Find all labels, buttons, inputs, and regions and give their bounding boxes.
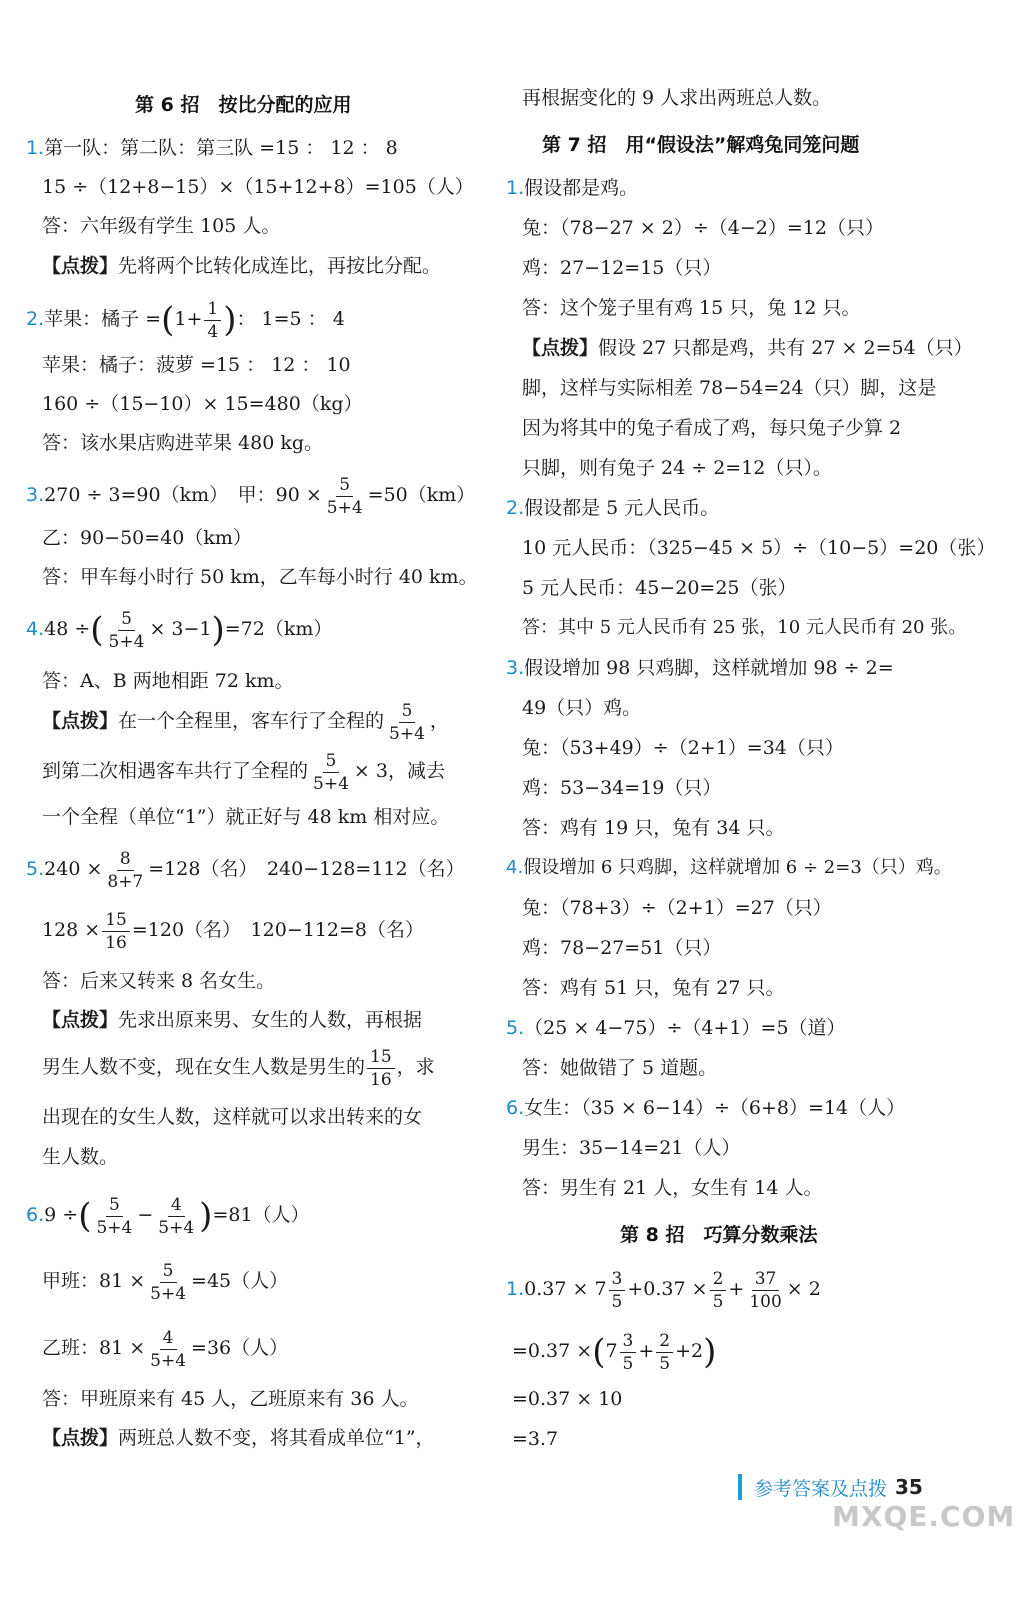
tip-text: 先求出原来男、女生的人数，再根据 [118,1009,423,1031]
r-q1-tip-4: 只脚，则有兔子 24 ÷ 2=12（只）。 [522,457,832,479]
s8-text: =0.37 × [512,1340,593,1362]
q5-tip-3: 出现在的女生人数，这样就可以求出转来的女 [42,1106,423,1128]
fraction: $\frac{5}{5+4}$ [326,474,363,518]
s8-text: + [638,1340,655,1362]
tip-label: 【点拨】 [522,337,599,359]
q3-text: =50（km） [367,484,476,506]
tip-text: 男生人数不变，现在女生人数是男生的 [42,1056,366,1078]
r-q1-line-1 [506,176,638,200]
left-paren: ( [592,1332,606,1372]
question-number: 5. [26,858,45,880]
r-q5-answer: 答：她做错了 5 道题。 [522,1057,718,1079]
right-paren: ) [211,610,225,650]
watermark: MXQE.COM [832,1500,1016,1533]
left-paren: ( [78,1196,92,1236]
r-q4-line-2: 兔：（78+3）÷（2+1）=27（只） [522,897,832,919]
r-q2-line-3: 5 元人民币：45−20=25（张） [522,577,797,599]
right-paren: ) [223,300,237,340]
r-q1-text: 假设都是鸡。 [524,177,639,199]
fraction: $\frac{5}{5+4}$ [96,1194,133,1238]
continued-tip: 再根据变化的 9 人求出两班总人数。 [522,87,832,109]
question-number: 6. [506,1097,525,1119]
fraction: $\frac{4}{5+4}$ [158,1194,195,1238]
q4-text: =72（km） [224,618,333,640]
question-number: 3. [26,484,45,506]
right-paren: ) [703,1332,717,1372]
r-q2-line-1 [506,496,719,520]
q6-text: 9 ÷ [44,1204,79,1226]
q5-text: =128（名） 240−128=112（名） [148,858,465,880]
r-q1-tip-1 [522,336,973,360]
q2-text: ： 1=5 ： 4 [236,308,345,330]
s8-text: + [728,1278,745,1300]
tip-text: 两班总人数不变，将其看成单位“1”， [118,1427,435,1449]
r-q3-line-3: 兔：（53+49）÷（2+1）=34（只） [522,737,844,759]
q5-text: =120（名） 120−112=8（名） [131,919,425,941]
tip-text: 到第二次相遇客车共行了全程的 [42,760,309,782]
q5-line-1 [26,846,465,893]
footer-label: 参考答案及点拨 [754,1477,888,1500]
tip-text: ， [429,710,449,732]
q5-text: 128 × [42,919,101,941]
q3-answer: 答：甲车每小时行 50 km，乙车每小时行 40 km。 [42,566,478,588]
tip-label: 【点拨】 [42,1427,119,1449]
section-heading-8: 第 8 招 巧算分数乘法 [620,1224,818,1246]
question-number: 5. [506,1017,525,1039]
tip-label: 【点拨】 [42,255,119,277]
question-number: 1. [506,1278,525,1300]
r-q4-line-1 [506,856,952,880]
r-q3-line-1 [506,656,894,680]
tip-text: ，求 [396,1056,435,1078]
section-heading-7: 第 7 招 用“假设法”解鸡兔同笼问题 [542,134,860,156]
fraction: $\frac{37}{100}$ [749,1268,782,1312]
q6-answer: 答：甲班原来有 45 人，乙班原来有 36 人。 [42,1388,419,1410]
q6-line-2 [42,1258,288,1305]
question-number: 6. [26,1204,45,1226]
tip-text: 在一个全程里，客车行了全程的 [118,710,385,732]
q1-line-1 [26,136,398,160]
fraction: $\frac{5}{5+4}$ [150,1260,187,1304]
q1-tip [42,254,441,278]
s8-q1-line-2 [512,1328,716,1375]
r-q3-line-2: 49（只）鸡。 [522,697,642,719]
q4-text: × 3−1 [149,618,212,640]
q4-tip-3: 一个全程（单位“1”）就正好与 48 km 相对应。 [42,806,450,828]
page-number: 35 [895,1475,923,1499]
accent-bar [738,1474,742,1500]
left-paren: ( [90,610,104,650]
r-q6-line-2: 男生：35−14=21（人） [522,1137,741,1159]
fraction: $\frac{15}{16}$ [102,909,130,954]
s8-q1-line-4: =3.7 [512,1428,559,1450]
r-q1-line-3: 鸡：27−12=15（只） [522,257,722,279]
fraction: $\frac{1}{4}$ [204,298,221,343]
r-q3-answer: 答：鸡有 19 只，兔有 34 只。 [522,817,785,839]
q1-answer: 答：六年级有学生 105 人。 [42,215,281,237]
q2-text: 苹果：橘子 = [44,308,162,330]
left-paren: ( [161,300,175,340]
q2-line-3: 160 ÷（15−10）× 15=480（kg） [42,393,363,415]
q6-line-3 [42,1325,288,1372]
q2-text: 1+ [174,308,203,330]
s8-text: +2 [675,1340,704,1362]
q5-tip-4: 生人数。 [42,1146,119,1168]
q1-line-2: 15 ÷（12+8−15）×（15+12+8）=105（人） [42,176,474,198]
q4-tip-2 [42,748,445,795]
q5-tip-2 [42,1044,435,1091]
r-q4-line-3: 鸡：78−27=51（只） [522,937,722,959]
q5-text: 240 × [44,858,103,880]
r-q5-line-1 [506,1016,846,1040]
s8-text: 0.37 × 7 [524,1278,607,1300]
q3-line-1 [26,472,475,519]
q4-tip-1 [42,698,449,745]
question-number: 2. [506,497,525,519]
q6-tip [42,1426,435,1450]
r-q1-tip-3: 因为将其中的兔子看成了鸡，每只兔子少算 2 [522,417,902,439]
r-q4-answer: 答：鸡有 51 只，兔有 27 只。 [522,977,785,999]
r-q1-line-2: 兔：（78−27 × 2）÷（4−2）=12（只） [522,217,884,239]
s8-q1-line-3: =0.37 × 10 [512,1388,623,1410]
question-number: 4. [506,857,524,878]
q6-text: =45（人） [191,1270,289,1292]
tip-text: 先将两个比转化成连比，再按比分配。 [118,255,442,277]
fraction: $\frac{15}{16}$ [367,1046,395,1091]
q6-text: =36（人） [191,1337,289,1359]
q5-line-2 [42,907,424,954]
s8-q1-line-1 [506,1266,821,1313]
r-q2-text: 假设都是 5 元人民币。 [524,497,720,519]
fraction: $\frac{5}{5+4}$ [313,750,349,794]
page-footer [738,1472,923,1502]
question-number: 3. [506,657,525,679]
r-q6-text: 女生：（35 × 6−14）÷（6+8）=14（人） [524,1097,906,1119]
question-number: 1. [506,177,525,199]
section-heading-6: 第 6 招 按比分配的应用 [135,94,352,116]
r-q3-line-4: 鸡：53−34=19（只） [522,777,722,799]
fraction: $\frac{4}{5+4}$ [150,1327,187,1371]
r-q4-text: 假设增加 6 只鸡脚，这样就增加 6 ÷ 2=3（只）鸡。 [523,857,952,878]
tip-text: 假设 27 只都是鸡，共有 27 × 2=54（只） [598,337,973,359]
r-q2-answer: 答：其中 5 元人民币有 25 张，10 元人民币有 20 张。 [522,617,967,638]
fraction: $\frac{2}{5}$ [710,1268,727,1313]
minus-sign: − [137,1204,154,1226]
q6-line-1 [26,1192,310,1239]
fraction: $\frac{8}{8+7}$ [107,848,144,892]
q4-line-1 [26,606,332,653]
s8-text: × 2 [786,1278,821,1300]
r-q5-text: （25 × 4−75）÷（4+1）=5（道） [524,1017,846,1039]
r-q6-line-1 [506,1096,905,1120]
q5-tip-1 [42,1008,422,1032]
r-q2-line-2: 10 元人民币：（325−45 × 5）÷（10−5）=20（张） [522,537,996,559]
question-number: 2. [26,308,45,330]
tip-label: 【点拨】 [42,1009,119,1031]
q3-line-2: 乙：90−50=40（km） [42,527,252,549]
fraction: $\frac{5}{5+4}$ [389,700,425,744]
q6-text: 甲班：81 × [42,1270,146,1292]
right-paren: ) [199,1196,213,1236]
tip-label: 【点拨】 [42,710,119,732]
q2-answer: 答：该水果店购进苹果 480 kg。 [42,432,324,454]
fraction: $\frac{3}{5}$ [620,1330,637,1375]
question-number: 4. [26,618,45,640]
q4-answer: 答：A、B 两地相距 72 km。 [42,670,294,692]
q4-text: 48 ÷ [44,618,91,640]
question-number: 1. [26,137,45,159]
s8-text: 7 [605,1340,618,1362]
fraction: $\frac{3}{5}$ [609,1268,626,1313]
s8-text: +0.37 × [627,1278,708,1300]
q2-line-1 [26,296,345,343]
tip-text: × 3，减去 [353,760,445,782]
fraction: $\frac{2}{5}$ [656,1330,673,1375]
q2-line-2: 苹果：橘子：菠萝 =15 ： 12 ： 10 [42,354,351,376]
fraction: $\frac{5}{5+4}$ [108,608,145,652]
q6-text: =81（人） [212,1204,310,1226]
r-q1-tip-2: 脚，这样与实际相差 78−54=24（只）脚，这是 [522,377,937,399]
q6-text: 乙班：81 × [42,1337,146,1359]
q5-answer: 答：后来又转来 8 名女生。 [42,970,276,992]
q3-text: 270 ÷ 3=90（km） 甲：90 × [44,484,322,506]
q1-text-1: 第一队：第二队：第三队 =15 ： 12 ： 8 [44,137,398,159]
r-q1-answer: 答：这个笼子里有鸡 15 只，兔 12 只。 [522,297,861,319]
r-q3-text: 假设增加 98 只鸡脚，这样就增加 98 ÷ 2= [524,657,894,679]
r-q6-answer: 答：男生有 21 人，女生有 14 人。 [522,1177,823,1199]
